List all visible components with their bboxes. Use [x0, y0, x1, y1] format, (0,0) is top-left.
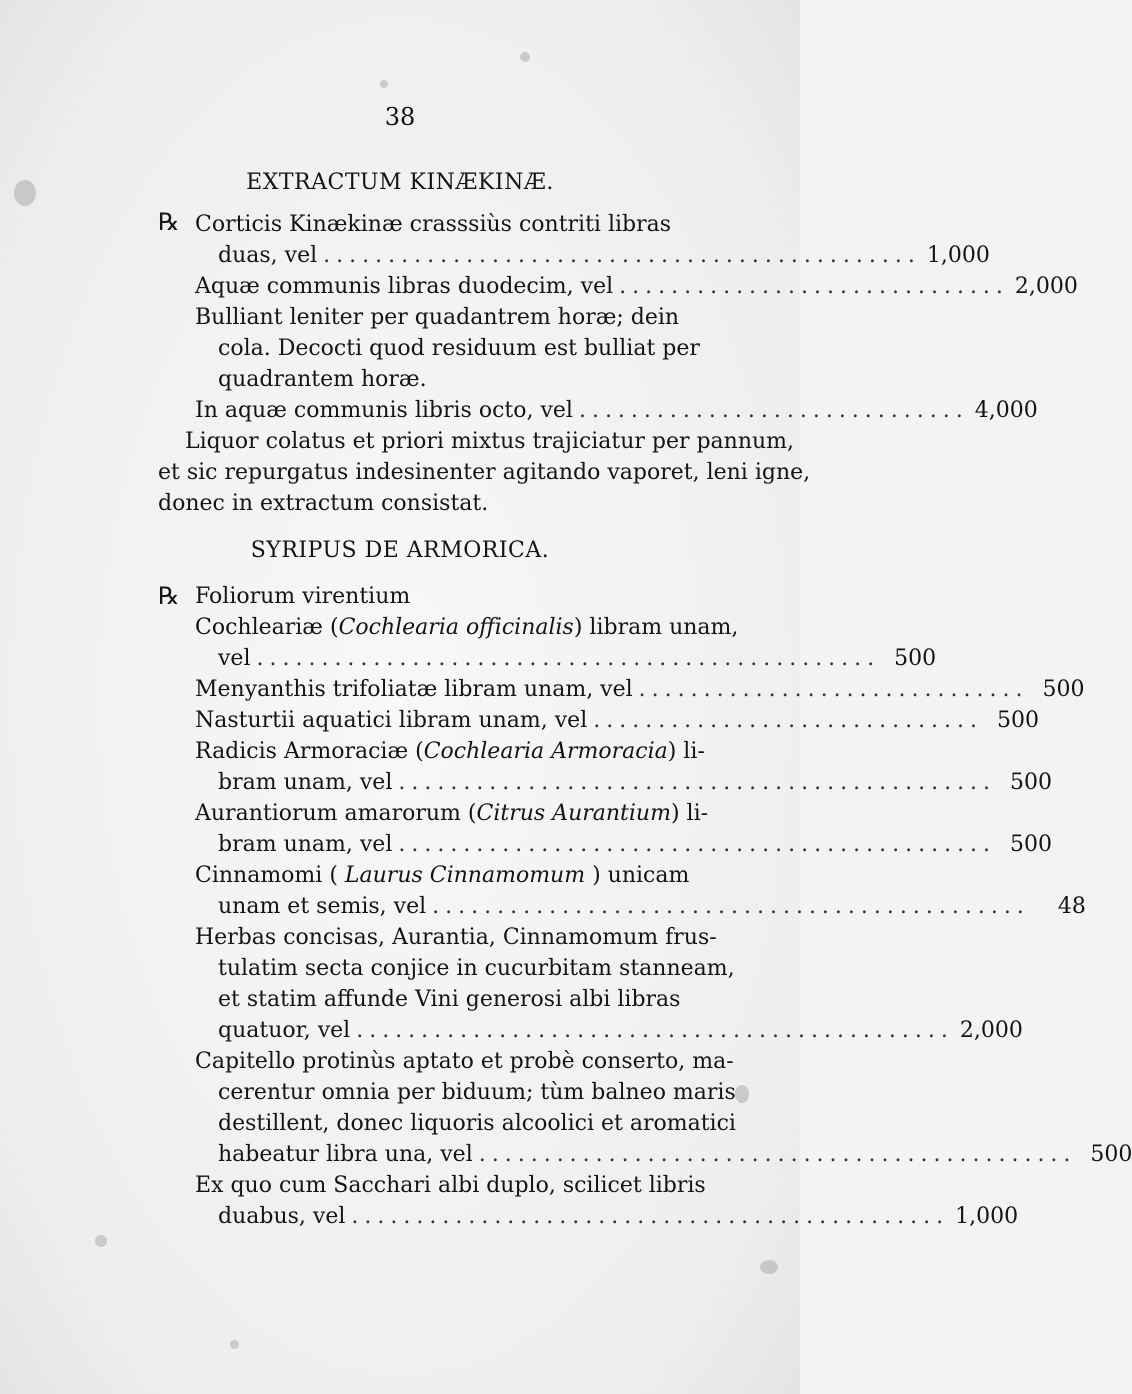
recipe-line: quadrantem horæ.	[218, 367, 427, 392]
recipe-line: vel ................................................ 500	[218, 646, 937, 671]
quantity: 500	[1010, 832, 1053, 857]
paper-stain	[735, 1085, 749, 1103]
quantity: 500	[1090, 1142, 1132, 1167]
recipe-line: Radicis Armoraciæ (Cochlearia Armoracia) li-	[195, 739, 705, 764]
leader-dots: ..............................................	[398, 832, 997, 857]
quantity: 500	[894, 646, 937, 671]
quantity: 500	[1042, 677, 1085, 702]
quantity: 500	[1010, 770, 1053, 795]
recipe-line: Nasturtii aquatici libram unam, vel .............................. 500	[195, 708, 1040, 733]
recipe-line: Aquæ communis libras duodecim, vel .............................. 2,000	[195, 274, 1078, 299]
recipe-line: tulatim secta conjice in cucurbitam stanneam,	[218, 956, 735, 981]
quantity: 48	[1057, 894, 1086, 919]
recipe-line: Menyanthis trifoliatæ libram unam, vel .............................. 500	[195, 677, 1085, 702]
quantity: 500	[997, 708, 1040, 733]
leader-dots: ..............................	[578, 398, 969, 423]
recipe-line: destillent, donec liquoris alcoolici et aromatici	[218, 1111, 736, 1136]
paragraph-line: Liquor colatus et priori mixtus trajiciatur per pannum,	[185, 429, 795, 454]
leader-dots: ..............................	[619, 274, 1009, 299]
quantity: 4,000	[974, 398, 1038, 423]
quantity: 2,000	[1014, 274, 1078, 299]
leader-dots: ..............................	[593, 708, 984, 733]
recipe-line: duabus, vel .............................................. 1,000	[218, 1204, 1019, 1229]
recipe-line: Cochleariæ (Cochlearia officinalis) libram unam,	[195, 615, 739, 640]
recipe-line: unam et semis, vel .............................................. 48	[218, 894, 1086, 919]
paper-stain	[760, 1260, 778, 1274]
recipe-line: Herbas concisas, Aurantia, Cinnamomum frus-	[195, 925, 717, 950]
recipe-line: bram unam, vel .............................................. 500	[218, 832, 1053, 857]
recipe-line: In aquæ communis libris octo, vel .............................. 4,000	[195, 398, 1038, 423]
paper-stain	[230, 1340, 239, 1349]
recipe-line: Capitello protinùs aptato et probè conserto, ma-	[195, 1049, 734, 1074]
paper-stain	[14, 180, 36, 206]
leader-dots: ................................................	[256, 646, 881, 671]
recipe-line: quatuor, vel .............................................. 2,000	[218, 1018, 1023, 1043]
leader-dots: ..............................................	[432, 894, 1030, 919]
recipe-line: Bulliant leniter per quadantrem horæ; dein	[195, 305, 680, 330]
section-title-extractum: EXTRACTUM KINÆKINÆ.	[246, 170, 554, 195]
paper-stain	[95, 1235, 107, 1247]
page-number: 38	[384, 103, 416, 131]
recipe-line: et statim affunde Vini generosi albi libras	[218, 987, 681, 1012]
leader-dots: ..............................	[638, 677, 1029, 702]
recipe-symbol: ℞	[158, 582, 180, 610]
recipe-line: cola. Decocti quod residuum est bulliat per	[218, 336, 700, 361]
recipe-symbol: ℞	[158, 208, 180, 236]
leader-dots: ..............................................	[323, 243, 921, 268]
leader-dots: ..............................................	[351, 1204, 950, 1229]
paragraph-line: donec in extractum consistat.	[158, 491, 489, 516]
recipe-line: Foliorum virentium	[195, 584, 411, 609]
paper-stain	[520, 52, 530, 62]
section-title-syripus: SYRIPUS DE ARMORICA.	[250, 538, 550, 563]
recipe-line: Corticis Kinækinæ crasssiùs contriti libras	[195, 212, 672, 237]
recipe-line: bram unam, vel .............................................. 500	[218, 770, 1053, 795]
recipe-line: Aurantiorum amarorum (Citrus Aurantium) li-	[195, 801, 709, 826]
recipe-line: Ex quo cum Sacchari albi duplo, scilicet libris	[195, 1173, 706, 1198]
leader-dots: ..............................................	[478, 1142, 1077, 1167]
paper-stain	[380, 80, 388, 88]
leader-dots: ..............................................	[356, 1018, 954, 1043]
quantity: 1,000	[926, 243, 990, 268]
recipe-line: habeatur libra una, vel .............................................. 500	[218, 1142, 1132, 1167]
recipe-line: cerentur omnia per biduum; tùm balneo maris	[218, 1080, 736, 1105]
quantity: 2,000	[959, 1018, 1023, 1043]
recipe-line: Cinnamomi ( Laurus Cinnamomum ) unicam	[195, 863, 690, 888]
paragraph-line: et sic repurgatus indesinenter agitando vaporet, leni igne,	[158, 460, 811, 485]
leader-dots: ..............................................	[398, 770, 997, 795]
recipe-line: duas, vel .............................................. 1,000	[218, 243, 990, 268]
quantity: 1,000	[955, 1204, 1019, 1229]
